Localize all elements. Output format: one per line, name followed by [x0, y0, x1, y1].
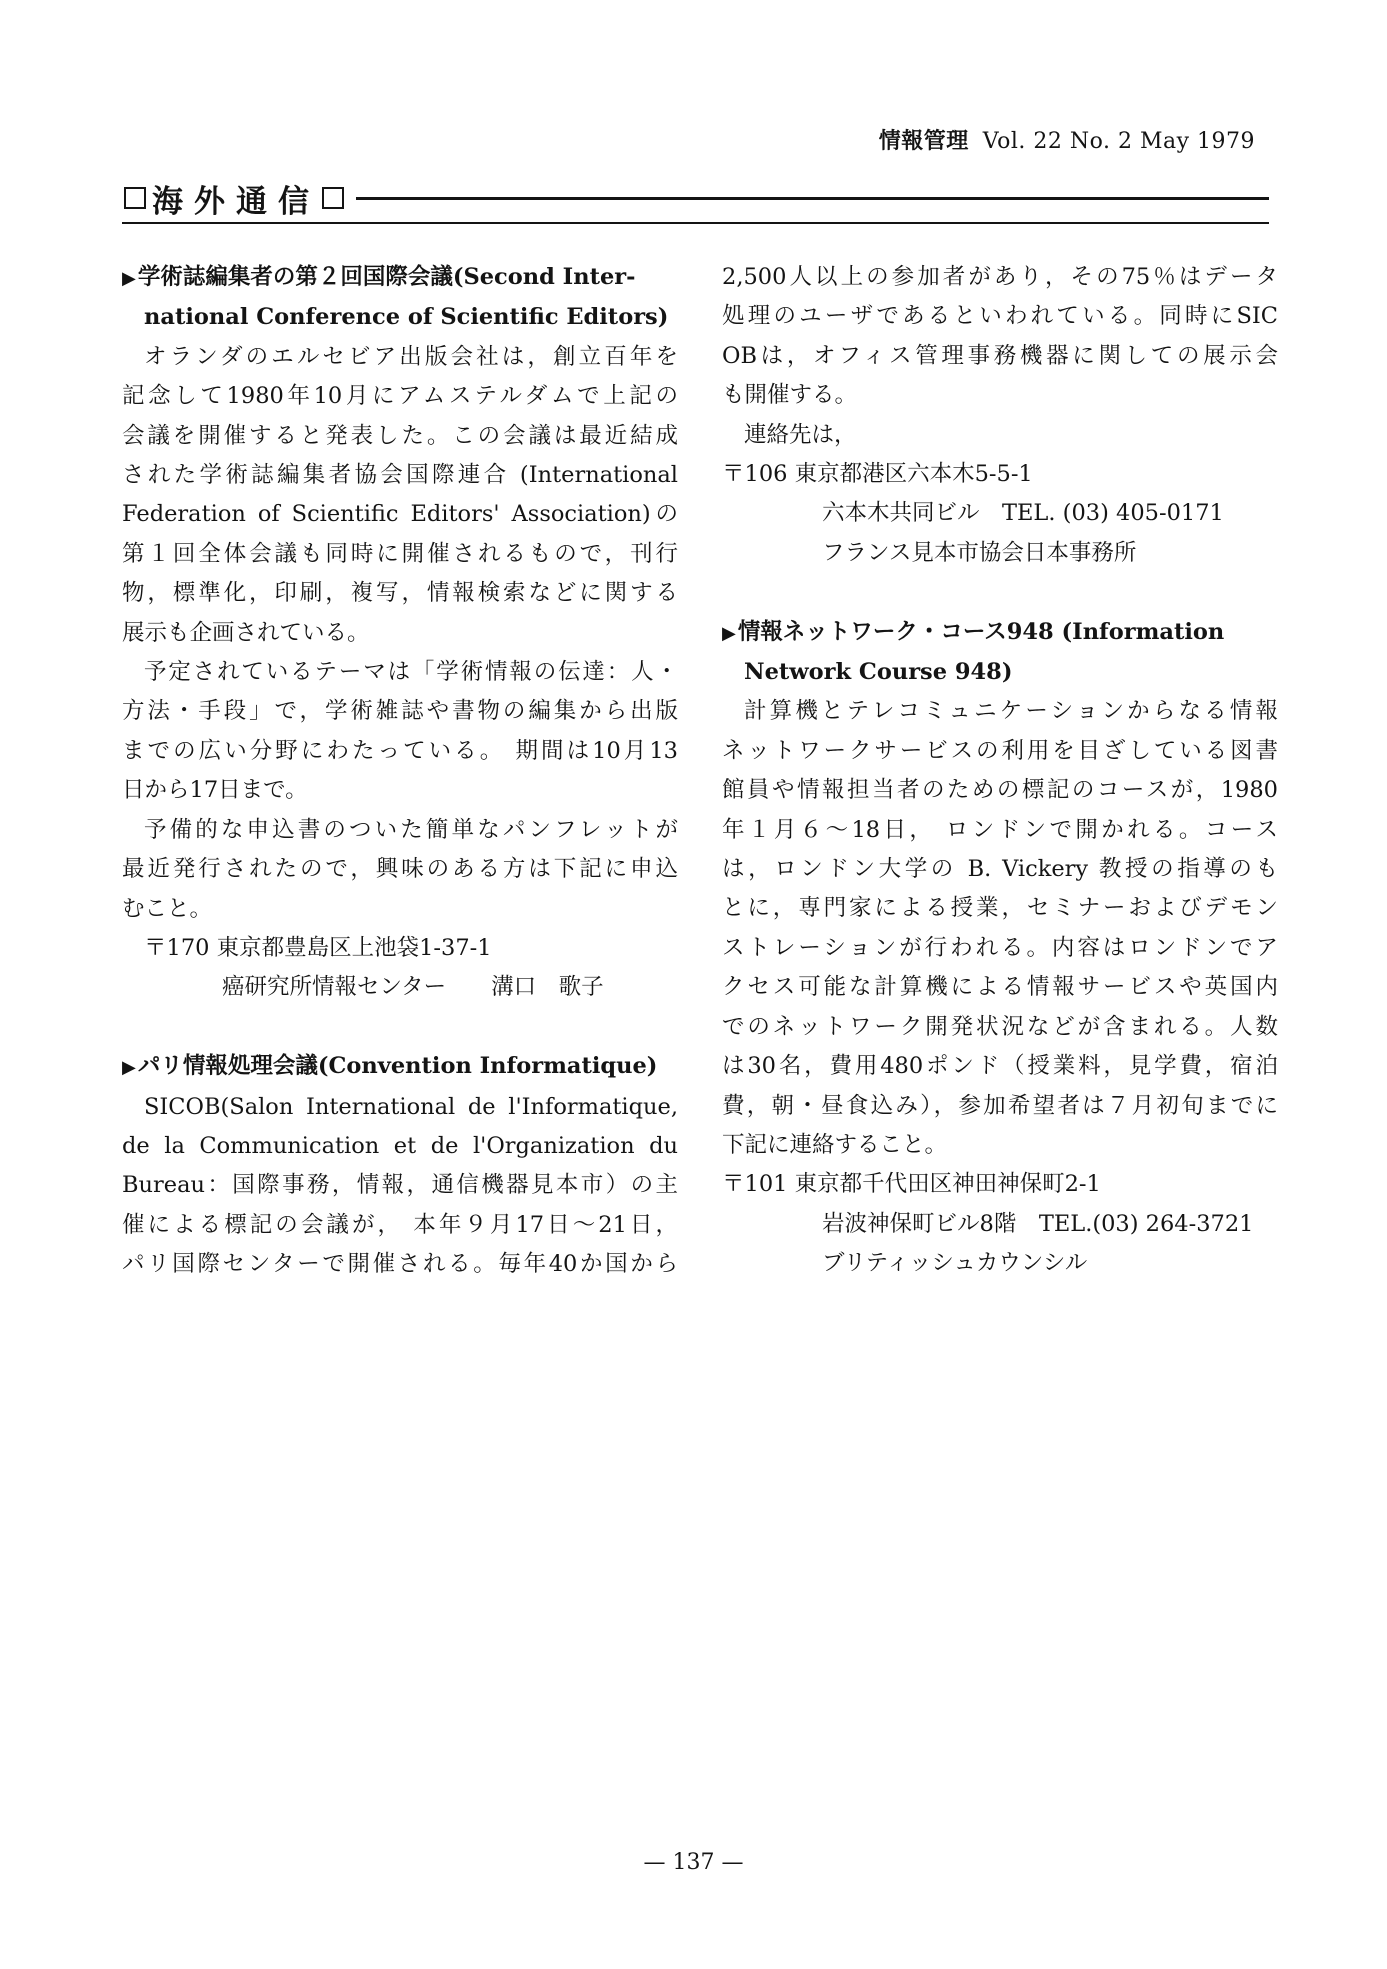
header-divider	[122, 222, 1269, 224]
paragraph-line: 催による標記の会議が， 本年９月17日～21日，	[122, 1211, 678, 1238]
contact-label: 連絡先は，	[744, 421, 857, 448]
address-line: 〒106 東京都港区六本木5-5-1	[722, 461, 1033, 488]
right-column	[722, 258, 1278, 1284]
paragraph-line: でのネットワーク開発状況などが含まれる。人数	[722, 1013, 1278, 1040]
paragraph-line: 展示も企画されている。	[122, 619, 370, 646]
address-line: ブリティッシュカウンシル	[822, 1250, 1088, 1277]
spacer	[722, 573, 1278, 612]
paragraph-line: de la Communication et de l'Organization du	[122, 1132, 678, 1159]
paragraph-line: 下記に連絡すること。	[722, 1131, 948, 1158]
paragraph-line: 会議を開催すると発表した。この会議は最近結成	[122, 422, 678, 449]
section-title: 海外通信	[152, 183, 320, 220]
paragraph-line: SICOB(Salon International de l'Informatique,	[144, 1093, 678, 1120]
paragraph-line: パリ国際センターで開催される。毎年40か国から	[122, 1251, 678, 1278]
paragraph-line: された学術誌編集者協会国際連合 (International	[122, 462, 678, 489]
paragraph-line: 物，標準化，印刷，複写，情報検索などに関する	[122, 580, 678, 607]
spacer	[122, 1008, 678, 1047]
paragraph-line: は，ロンドン大学の B. Vickery 教授の指導のも	[722, 856, 1278, 883]
paragraph-line: OBは，オフィス管理事務機器に関しての展示会	[722, 342, 1278, 369]
page-number: — 137 —	[643, 1850, 744, 1875]
triangle-bullet-icon: ▶	[722, 622, 736, 644]
article-heading-cont: Network Course 948)	[744, 659, 1013, 686]
address-line: 〒170 東京都豊島区上池袋1-37-1	[144, 934, 492, 961]
paragraph-line: 処理のユーザであるといわれている。同時にSIC	[722, 303, 1278, 330]
paragraph-line: オランダのエルセビア出版会社は，創立百年を	[144, 343, 678, 370]
paragraph-line: とに，専門家による授業，セミナーおよびデモン	[722, 895, 1278, 922]
paragraph-line: むこと。	[122, 895, 213, 922]
paragraph-line: 記念して1980年10月にアムステルダムで上記の	[122, 383, 678, 410]
journal-name: 情報管理	[878, 128, 969, 154]
article-heading: ▶情報ネットワーク・コース948 (Information	[722, 618, 1225, 645]
paragraph-line: 年１月６～18日， ロンドンで開かれる。コース	[722, 816, 1278, 843]
section-title-block	[122, 178, 356, 218]
paragraph-line: 最近発行されたので，興味のある方は下記に申込	[122, 856, 678, 883]
article-heading-cont: national Conference of Scientific Editors)	[144, 304, 669, 331]
paragraph-line: クセス可能な計算機による情報サービスや英国内	[722, 974, 1278, 1001]
square-box-icon	[322, 187, 344, 209]
paragraph-line: Bureau：国際事務，情報，通信機器見本市）の主	[122, 1172, 678, 1199]
article-heading: ▶学術誌編集者の第２回国際会議(Second Inter-	[122, 264, 636, 290]
triangle-bullet-icon: ▶	[122, 268, 136, 289]
address-line: 癌研究所情報センター 溝口 歌子	[222, 974, 604, 1001]
triangle-bullet-icon: ▶	[122, 1057, 136, 1079]
paragraph-line: ストレーションが行われる。内容はロンドンでア	[722, 934, 1278, 961]
paragraph-line: Federation of Scientific Editors' Association)の	[122, 501, 678, 528]
section-header	[122, 178, 1269, 218]
paragraph-line: 2,500人以上の参加者があり，その75％はデータ	[722, 264, 1278, 290]
paragraph-line: 館員や情報担当者のための標記のコースが，1980	[722, 777, 1278, 804]
paragraph-line: 計算機とテレコミュニケーションからなる情報	[744, 698, 1278, 725]
paragraph-line: までの広い分野にわたっている。 期間は10月13	[122, 737, 678, 764]
paragraph-line: も開催する。	[722, 382, 858, 409]
paragraph-line: は30名，費用480ポンド（授業料，見学費，宿泊	[722, 1053, 1278, 1080]
paragraph-line: 方法・手段」で，学術雑誌や書物の編集から出版	[122, 698, 678, 725]
address-line: 〒101 東京都千代田区神田神保町2-1	[722, 1171, 1101, 1198]
address-line: 岩波神保町ビル8階 TEL.(03) 264-3721	[822, 1210, 1254, 1237]
address-line: フランス見本市協会日本事務所	[822, 539, 1137, 566]
article-heading: ▶パリ情報処理会議(Convention Informatique)	[122, 1053, 658, 1080]
address-line: 六本木共同ビル TEL. (03) 405-0171	[822, 500, 1224, 527]
paragraph-line: 日から17日まで。	[122, 777, 308, 804]
paragraph-line: 費，朝・昼食込み），参加希望者は７月初旬までに	[722, 1092, 1278, 1119]
paragraph-line: 予定されているテーマは「学術情報の伝達：人・	[144, 659, 678, 686]
paragraph-line: ネットワークサービスの利用を目ざしている図書	[722, 737, 1278, 764]
volume-info: Vol. 22 No. 2 May 1979	[982, 129, 1255, 154]
paragraph-line: 予備的な申込書のついた簡単なパンフレットが	[144, 816, 678, 843]
left-column	[122, 258, 678, 1285]
paragraph-line: 第１回全体会議も同時に開催されるもので，刊行	[122, 540, 678, 567]
running-head	[879, 124, 1255, 155]
square-box-icon	[124, 187, 146, 209]
